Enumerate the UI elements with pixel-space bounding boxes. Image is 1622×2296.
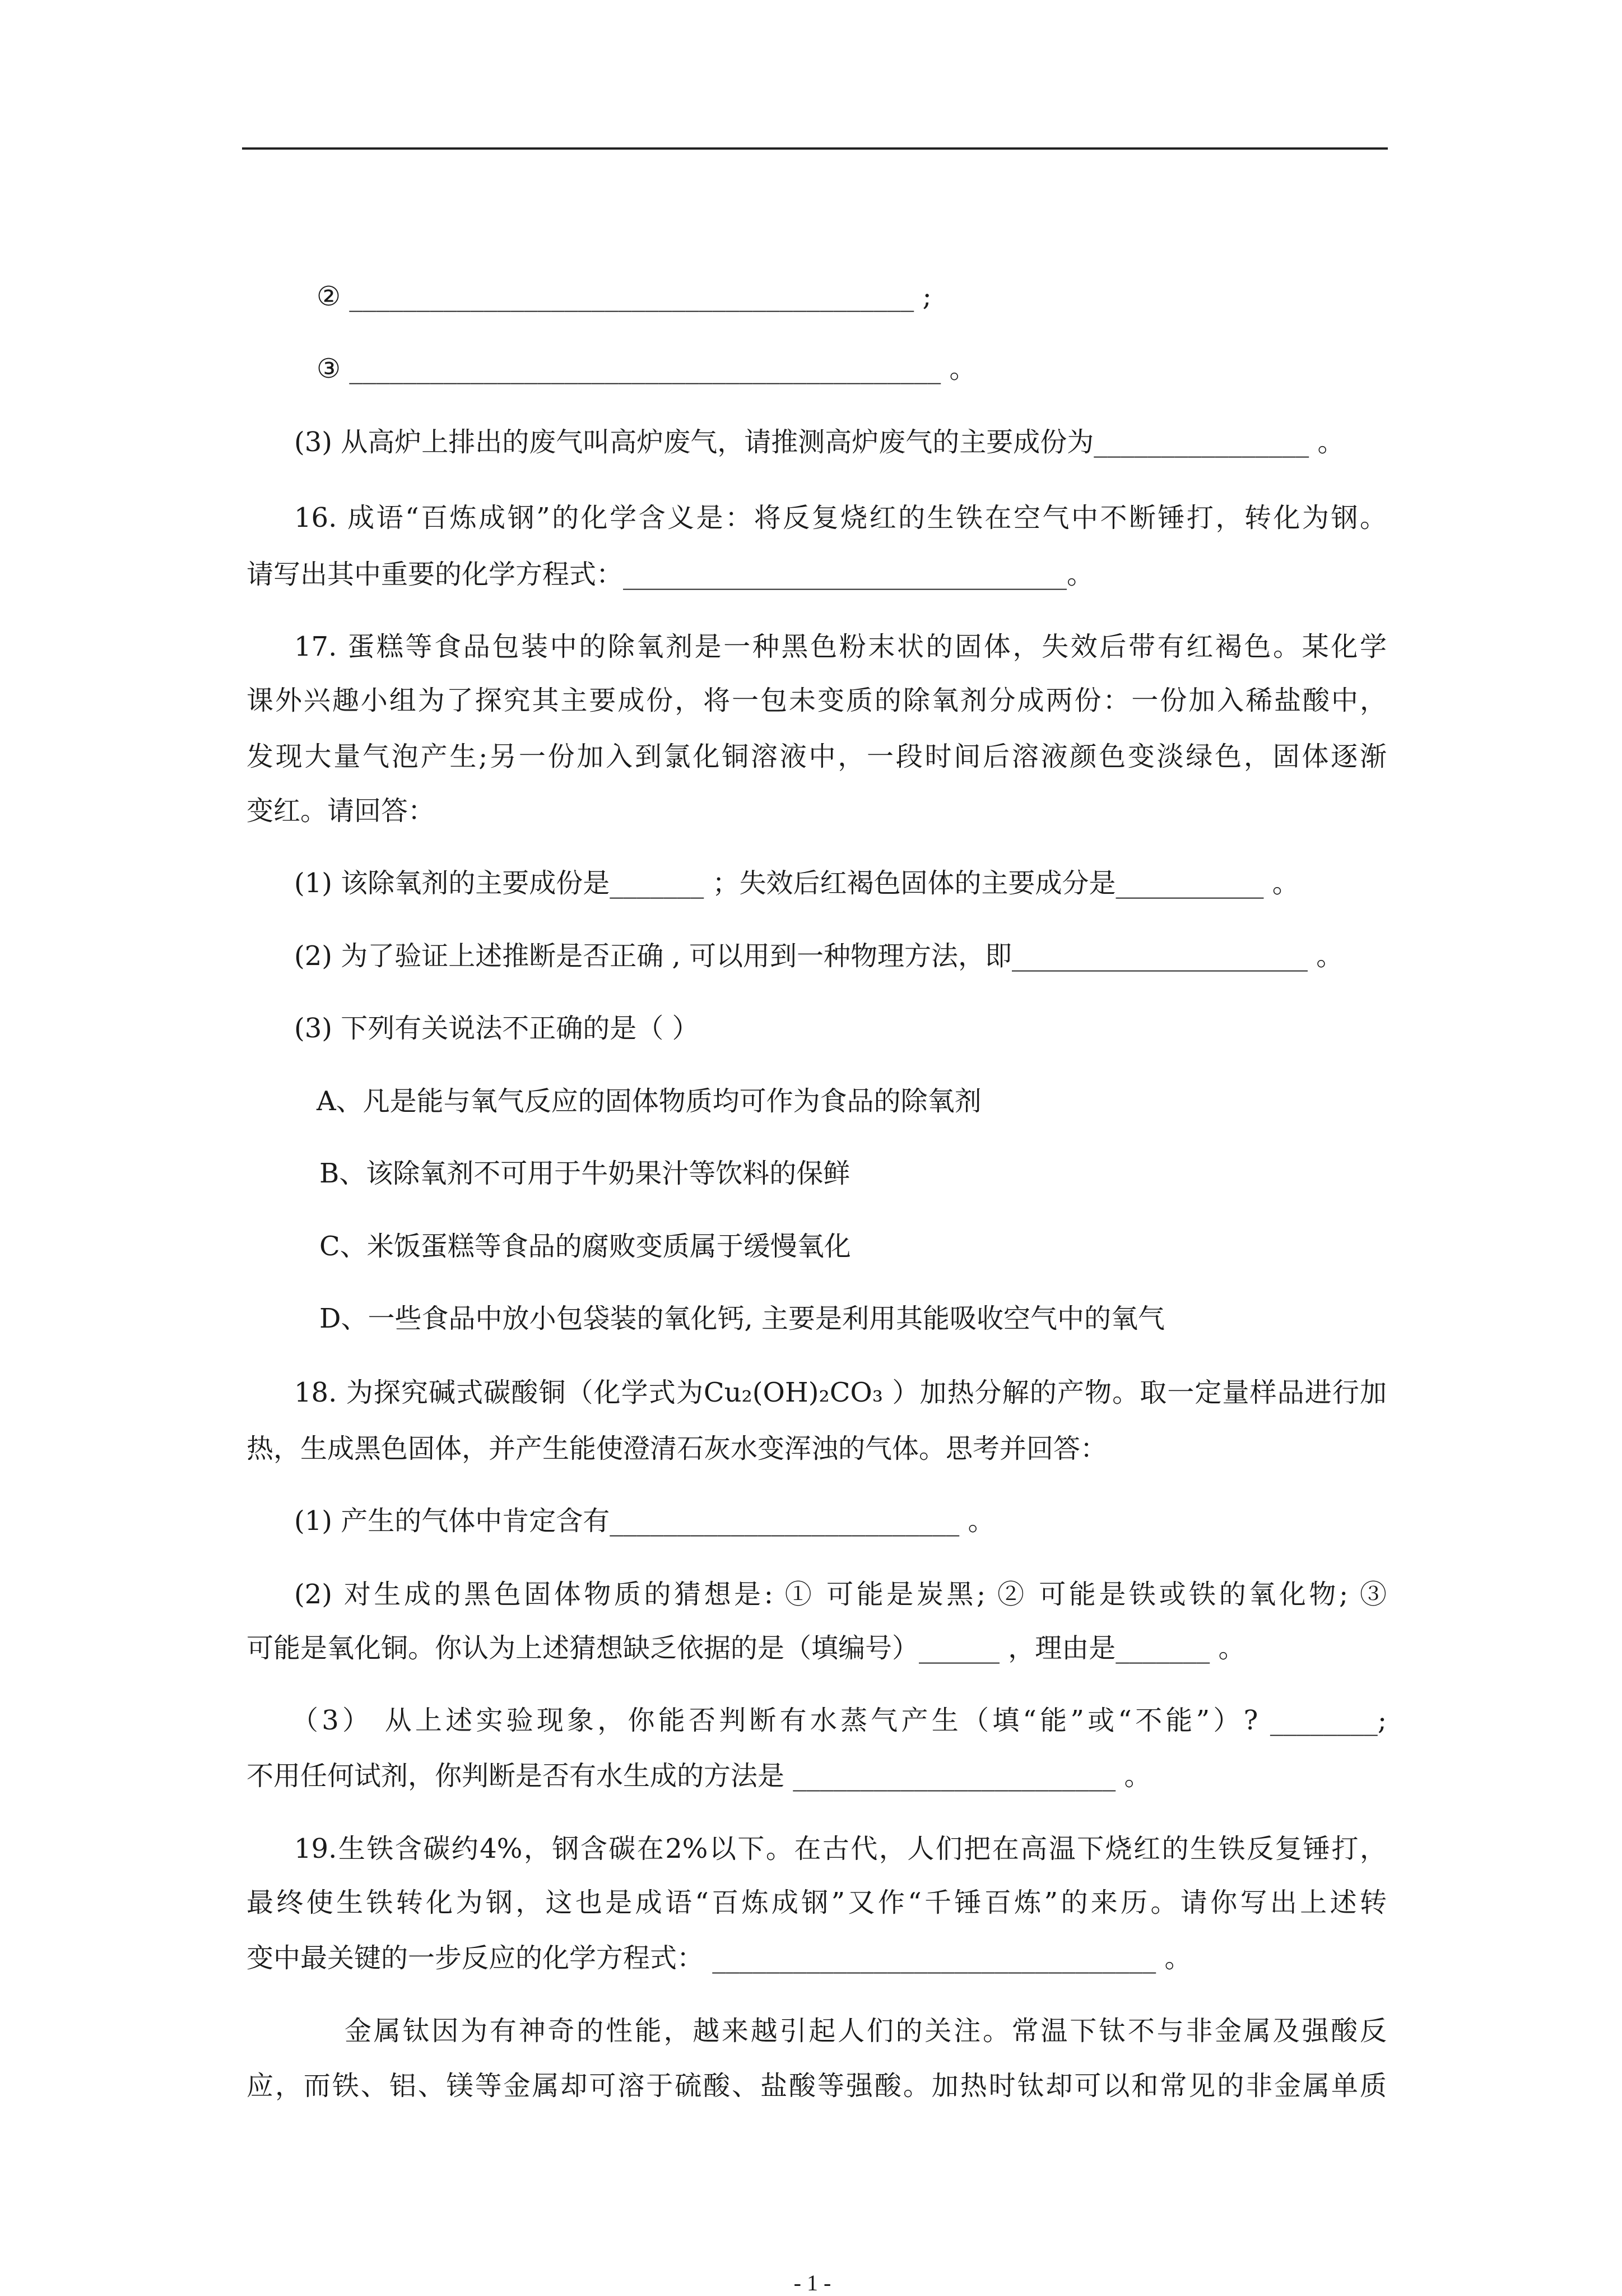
text-line-4: 16. 成语“百炼成钢”的化学含义是：将反复烧红的生铁在空气中不断锤打，转化为钢。: [294, 502, 1387, 534]
text-line-3: (3) 从高炉上排出的废气叫高炉废气，请推测高炉废气的主要成份为________________ 。: [294, 426, 1345, 458]
text-line-25: 最终使生铁转化为钢，这也是成语“百炼成钢”又作“千锤百炼”的来历。请你写出上述转: [247, 1887, 1387, 1918]
text-line-19: (1) 产生的气体中肯定含有__________________________ 。: [294, 1505, 995, 1537]
text-line-18: 热，生成黑色固体，并产生能使澄清石灰水变浑浊的气体。思考并回答：: [247, 1433, 1108, 1464]
text-line-21: 可能是氧化铜。你认为上述猜想缺乏依据的是（填编号）______ ，理由是_______ 。: [247, 1632, 1245, 1664]
text-line-1: ② __________________________________________ ;: [317, 281, 932, 312]
text-line-5: 请写出其中重要的化学方程式：_________________________________。: [247, 559, 1094, 590]
text-line-24: 19.生铁含碳约4%，钢含碳在2%以下。在古代，人们把在高温下烧红的生铁反复锤打，: [294, 1833, 1387, 1864]
text-line-27: 金属钛因为有神奇的性能，越来越引起人们的关注。常温下钛不与非金属及强酸反: [345, 2015, 1387, 2047]
text-line-26: 变中最关键的一步反应的化学方程式： _________________________________ 。: [247, 1942, 1192, 1974]
text-line-7: 课外兴趣小组为了探究其主要成份，将一包未变质的除氧剂分成两份：一份加入稀盐酸中，: [247, 685, 1387, 716]
text-line-20: (2) 对生成的黑色固体物质的猜想是: ① 可能是炭黑; ② 可能是铁或铁的氧化物; ③: [294, 1579, 1387, 1610]
text-line-10: (1) 该除氧剂的主要成份是_______ ；失效后红褐色固体的主要成分是___________ 。: [294, 868, 1299, 899]
text-line-2: ③ ____________________________________________ 。: [317, 353, 977, 384]
text-line-23: 不用任何试剂，你判断是否有水生成的方法是 ________________________ 。: [247, 1760, 1151, 1792]
text-line-22: （3） 从上述实验现象，你能否判断有水蒸气产生（填“能”或“不能”）? ________;: [291, 1705, 1387, 1736]
option-d: D、一些食品中放小包袋装的氧化钙, 主要是利用其能吸收空气中的氧气: [319, 1303, 1165, 1334]
option-c: C、米饭蛋糕等食品的腐败变质属于缓慢氧化: [319, 1231, 851, 1262]
text-line-12: (3) 下列有关说法不正确的是（ ）: [294, 1013, 699, 1044]
text-line-6: 17. 蛋糕等食品包装中的除氧剂是一种黑色粉末状的固体，失效后带有红褐色。某化学: [294, 631, 1387, 662]
text-line-11: (2) 为了验证上述推断是否正确 , 可以用到一种物理方法，即______________________ 。: [294, 940, 1344, 972]
text-line-9: 变红。请回答：: [247, 795, 435, 827]
text-line-8: 发现大量气泡产生;另一份加入到氯化铜溶液中，一段时间后溶液颜色变淡绿色，固体逐渐: [247, 741, 1387, 772]
page-number: - 1 -: [793, 2270, 831, 2295]
option-b: B、该除氧剂不可用于牛奶果汁等饮料的保鲜: [319, 1158, 850, 1189]
option-a: A、凡是能与氧气反应的固体物质均可作为食品的除氧剂: [317, 1086, 982, 1117]
header-rule: [242, 147, 1388, 150]
text-line-28: 应，而铁、铝、镁等金属却可溶于硫酸、盐酸等强酸。加热时钛却可以和常见的非金属单质: [247, 2070, 1387, 2102]
text-line-17: 18. 为探究碱式碳酸铜（化学式为Cu₂(OH)₂CO₃ ）加热分解的产物。取一定量样品进行加: [294, 1377, 1387, 1408]
